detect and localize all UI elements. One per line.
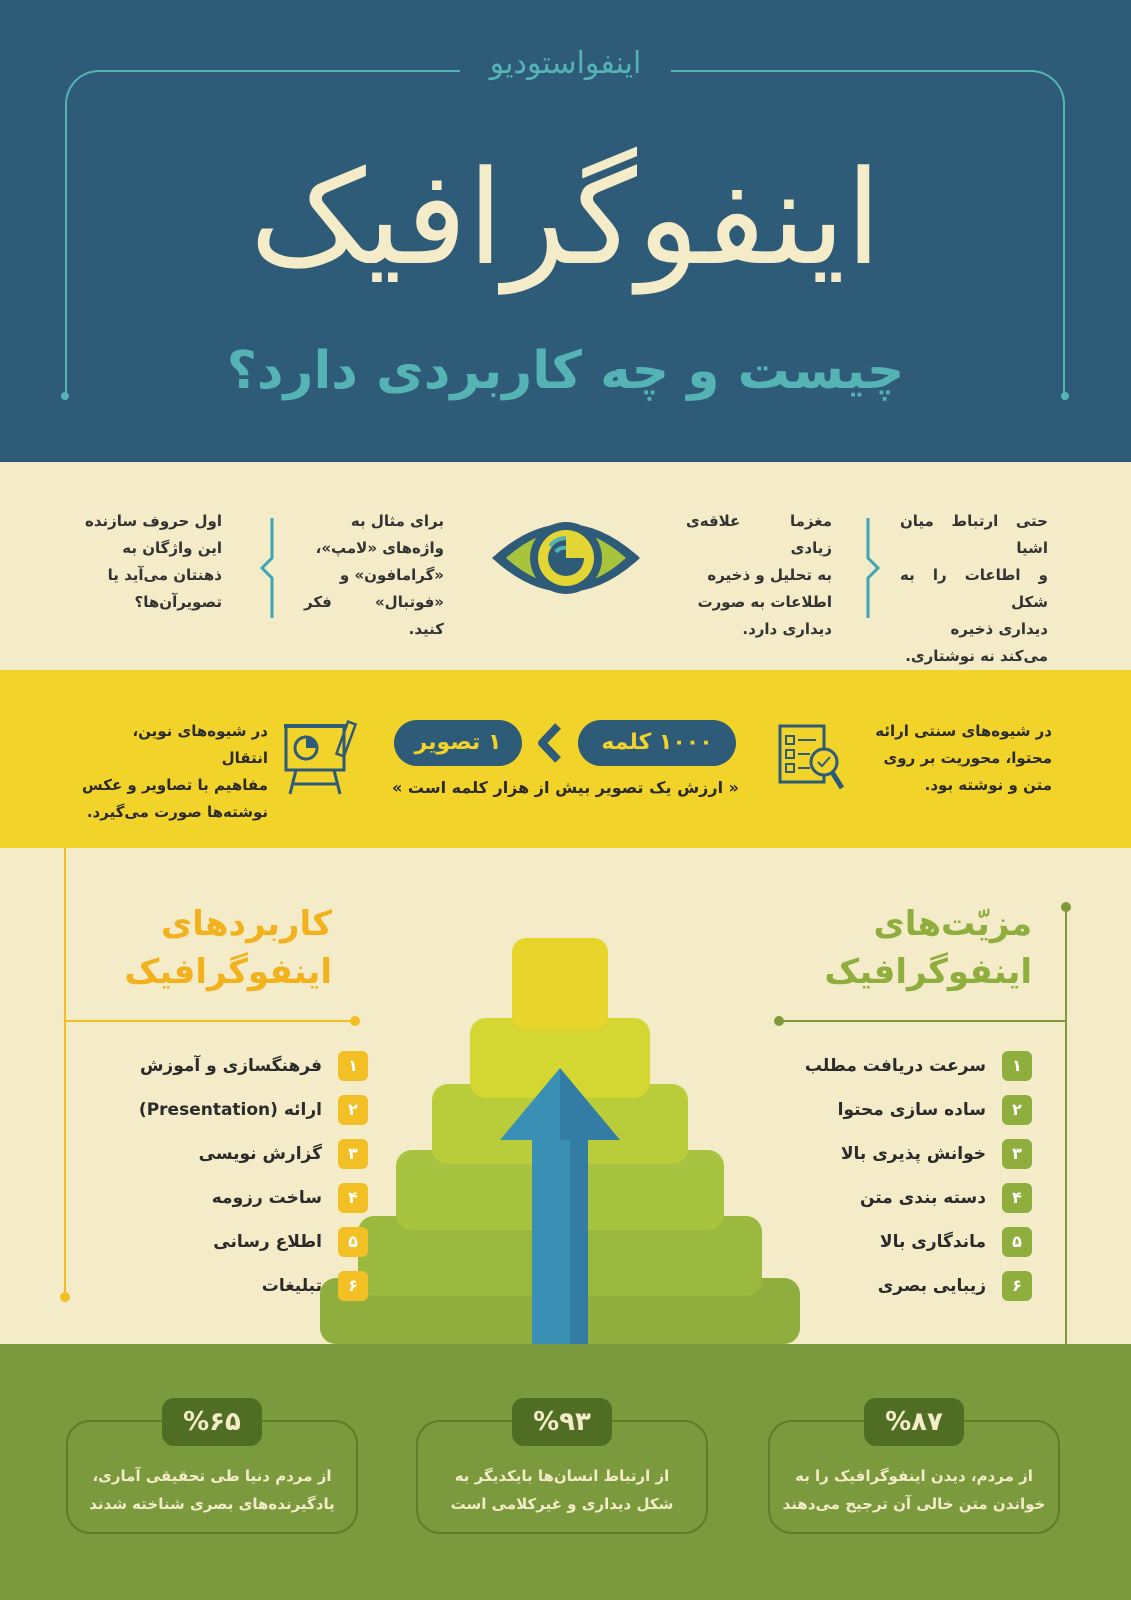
advantage-item	[780, 1220, 1032, 1264]
advantage-item	[780, 1132, 1032, 1176]
advantage-label: خوانش پذیری بالا	[840, 1144, 986, 1164]
stat-description	[768, 1462, 1060, 1518]
intro-line: ذهنتان می‌آید یا	[107, 566, 222, 584]
stat-line: خواندن متن خالی آن ترجیح می‌دهند	[782, 1495, 1046, 1513]
presentation-board-icon	[282, 718, 358, 798]
quote-text: « ارزش یک تصویر بیش از هزار کلمه است »	[392, 778, 739, 797]
applications-title-line: کاربردهای	[161, 904, 332, 944]
chevron-left-icon	[534, 722, 564, 764]
modern-line: نوشته‌ها صورت می‌گیرد.	[86, 803, 268, 821]
advantage-item	[780, 1088, 1032, 1132]
application-number: ۴	[338, 1183, 368, 1213]
intro-line: و اطاعات را به شکل	[900, 566, 1048, 611]
intro-line: این واژگان به	[122, 539, 222, 557]
modern-text	[82, 718, 268, 826]
application-number: ۲	[338, 1095, 368, 1125]
advantage-number: ۳	[1002, 1139, 1032, 1169]
applications-vertical-line	[64, 848, 66, 1296]
advantage-label: ماندگاری بالا	[879, 1232, 986, 1252]
application-label: تبلیغات	[261, 1276, 322, 1296]
intro-line: برای مثال به	[350, 512, 444, 530]
advantage-item	[780, 1044, 1032, 1088]
stat-line: از ارتباط انسان‌ها بایکدیگر به	[454, 1467, 670, 1485]
brand-name	[0, 46, 1131, 81]
intro-line: به تحلیل و ذخیره	[707, 566, 832, 584]
modern-line: مفاهیم با تصاویر و عکس	[82, 776, 268, 794]
traditional-line: متن و نوشته بود.	[924, 776, 1052, 794]
words-pill: ۱۰۰۰ کلمه	[578, 720, 736, 766]
stat-description	[66, 1462, 358, 1518]
advantages-title-line: مزیّت‌های	[873, 904, 1032, 944]
application-label: اطلاع رسانی	[213, 1232, 322, 1252]
application-label: گزارش نویسی	[198, 1144, 322, 1164]
application-item	[98, 1264, 368, 1308]
page-title: اینفوگرافیک	[249, 142, 882, 294]
application-item	[98, 1088, 368, 1132]
stat-line: از مردم، دیدن اینفوگرافیک را به	[795, 1467, 1033, 1485]
intro-line: واژه‌های «لامپ»،	[315, 539, 444, 557]
applications-title	[92, 900, 332, 996]
bracket-icon	[258, 518, 274, 618]
applications-title-line: اینفوگرافیک	[124, 952, 332, 992]
advantage-number: ۴	[1002, 1183, 1032, 1213]
advantages-vertical-line	[1065, 906, 1067, 1344]
intro-text-far-left	[82, 508, 222, 616]
application-label: فرهنگسازی و آموزش	[139, 1056, 322, 1076]
modern-line: در شیوه‌های نوین، انتقال	[132, 722, 268, 767]
intro-line: «گرامافون» و	[339, 566, 444, 584]
page-subtitle: چیست و چه کاربردی دارد؟	[226, 341, 905, 401]
intro-line: تصویرآن‌ها؟	[134, 593, 222, 611]
eye-icon	[488, 500, 644, 616]
advantage-label: دسته بندی متن	[859, 1188, 986, 1208]
advantage-label: ساده سازی محتوا	[837, 1100, 986, 1120]
line-dot	[1061, 902, 1071, 912]
advantage-number: ۱	[1002, 1051, 1032, 1081]
stat-line: از مردم دنیا طی تحقیقی آماری،	[92, 1467, 332, 1485]
application-item	[98, 1220, 368, 1264]
intro-line: مغزما علاقه‌ی زیادی	[686, 512, 832, 557]
application-label: ساخت رزومه	[211, 1188, 322, 1208]
advantages-title-line: اینفوگرافیک	[824, 952, 1032, 992]
traditional-line: محتوا، محوریت بر روی	[883, 749, 1052, 767]
intro-line: دیداری ذخیره	[950, 620, 1048, 638]
intro-text-far-right	[900, 508, 1048, 670]
pyramid-arrow-illustration	[320, 938, 800, 1344]
advantages-divider	[778, 1020, 1066, 1022]
advantage-number: ۶	[1002, 1271, 1032, 1301]
stat-line: شکل دیداری و غیرکلامی است	[450, 1495, 674, 1513]
advantages-list	[780, 1044, 1032, 1308]
application-number: ۱	[338, 1051, 368, 1081]
stat-percentage: %۹۳	[512, 1398, 612, 1446]
image-pill: ۱ تصویر	[394, 720, 522, 766]
stat-description	[416, 1462, 708, 1518]
application-label: ارائه (Presentation)	[138, 1100, 322, 1120]
traditional-line: در شیوه‌های سنتی ارائه	[875, 722, 1052, 740]
stat-percentage: %۶۵	[162, 1398, 262, 1446]
bracket-icon	[866, 518, 882, 618]
applications-divider	[64, 1020, 354, 1022]
advantage-label: زیبایی بصری	[877, 1276, 986, 1296]
intro-line: حتی ارتباط میان اشیا	[900, 512, 1048, 557]
application-item	[98, 1176, 368, 1220]
intro-line: دیداری دارد.	[742, 620, 832, 638]
application-number: ۵	[338, 1227, 368, 1257]
application-item	[98, 1044, 368, 1088]
intro-line: اول حروف سازنده	[85, 512, 222, 530]
intro-line: می‌کند نه نوشتاری.	[905, 647, 1048, 665]
advantage-number: ۵	[1002, 1227, 1032, 1257]
intro-text-left	[304, 508, 444, 643]
intro-text-right	[686, 508, 832, 643]
application-number: ۶	[338, 1271, 368, 1301]
intro-line: اطلاعات به صورت	[697, 593, 832, 611]
brand-label: اینفواستودیو	[460, 46, 672, 81]
advantage-label: سرعت دریافت مطلب	[804, 1056, 986, 1076]
stat-percentage: %۸۷	[864, 1398, 964, 1446]
advantage-item	[780, 1264, 1032, 1308]
advantage-number: ۲	[1002, 1095, 1032, 1125]
application-number: ۳	[338, 1139, 368, 1169]
intro-line: «فوتبال» فکر کنید.	[304, 593, 444, 638]
advantages-title	[780, 900, 1032, 996]
application-item	[98, 1132, 368, 1176]
applications-list	[98, 1044, 368, 1308]
advantage-item	[780, 1176, 1032, 1220]
line-dot	[60, 1292, 70, 1302]
stat-line: یادگیرنده‌های بصری شناخته شدند	[89, 1495, 335, 1513]
